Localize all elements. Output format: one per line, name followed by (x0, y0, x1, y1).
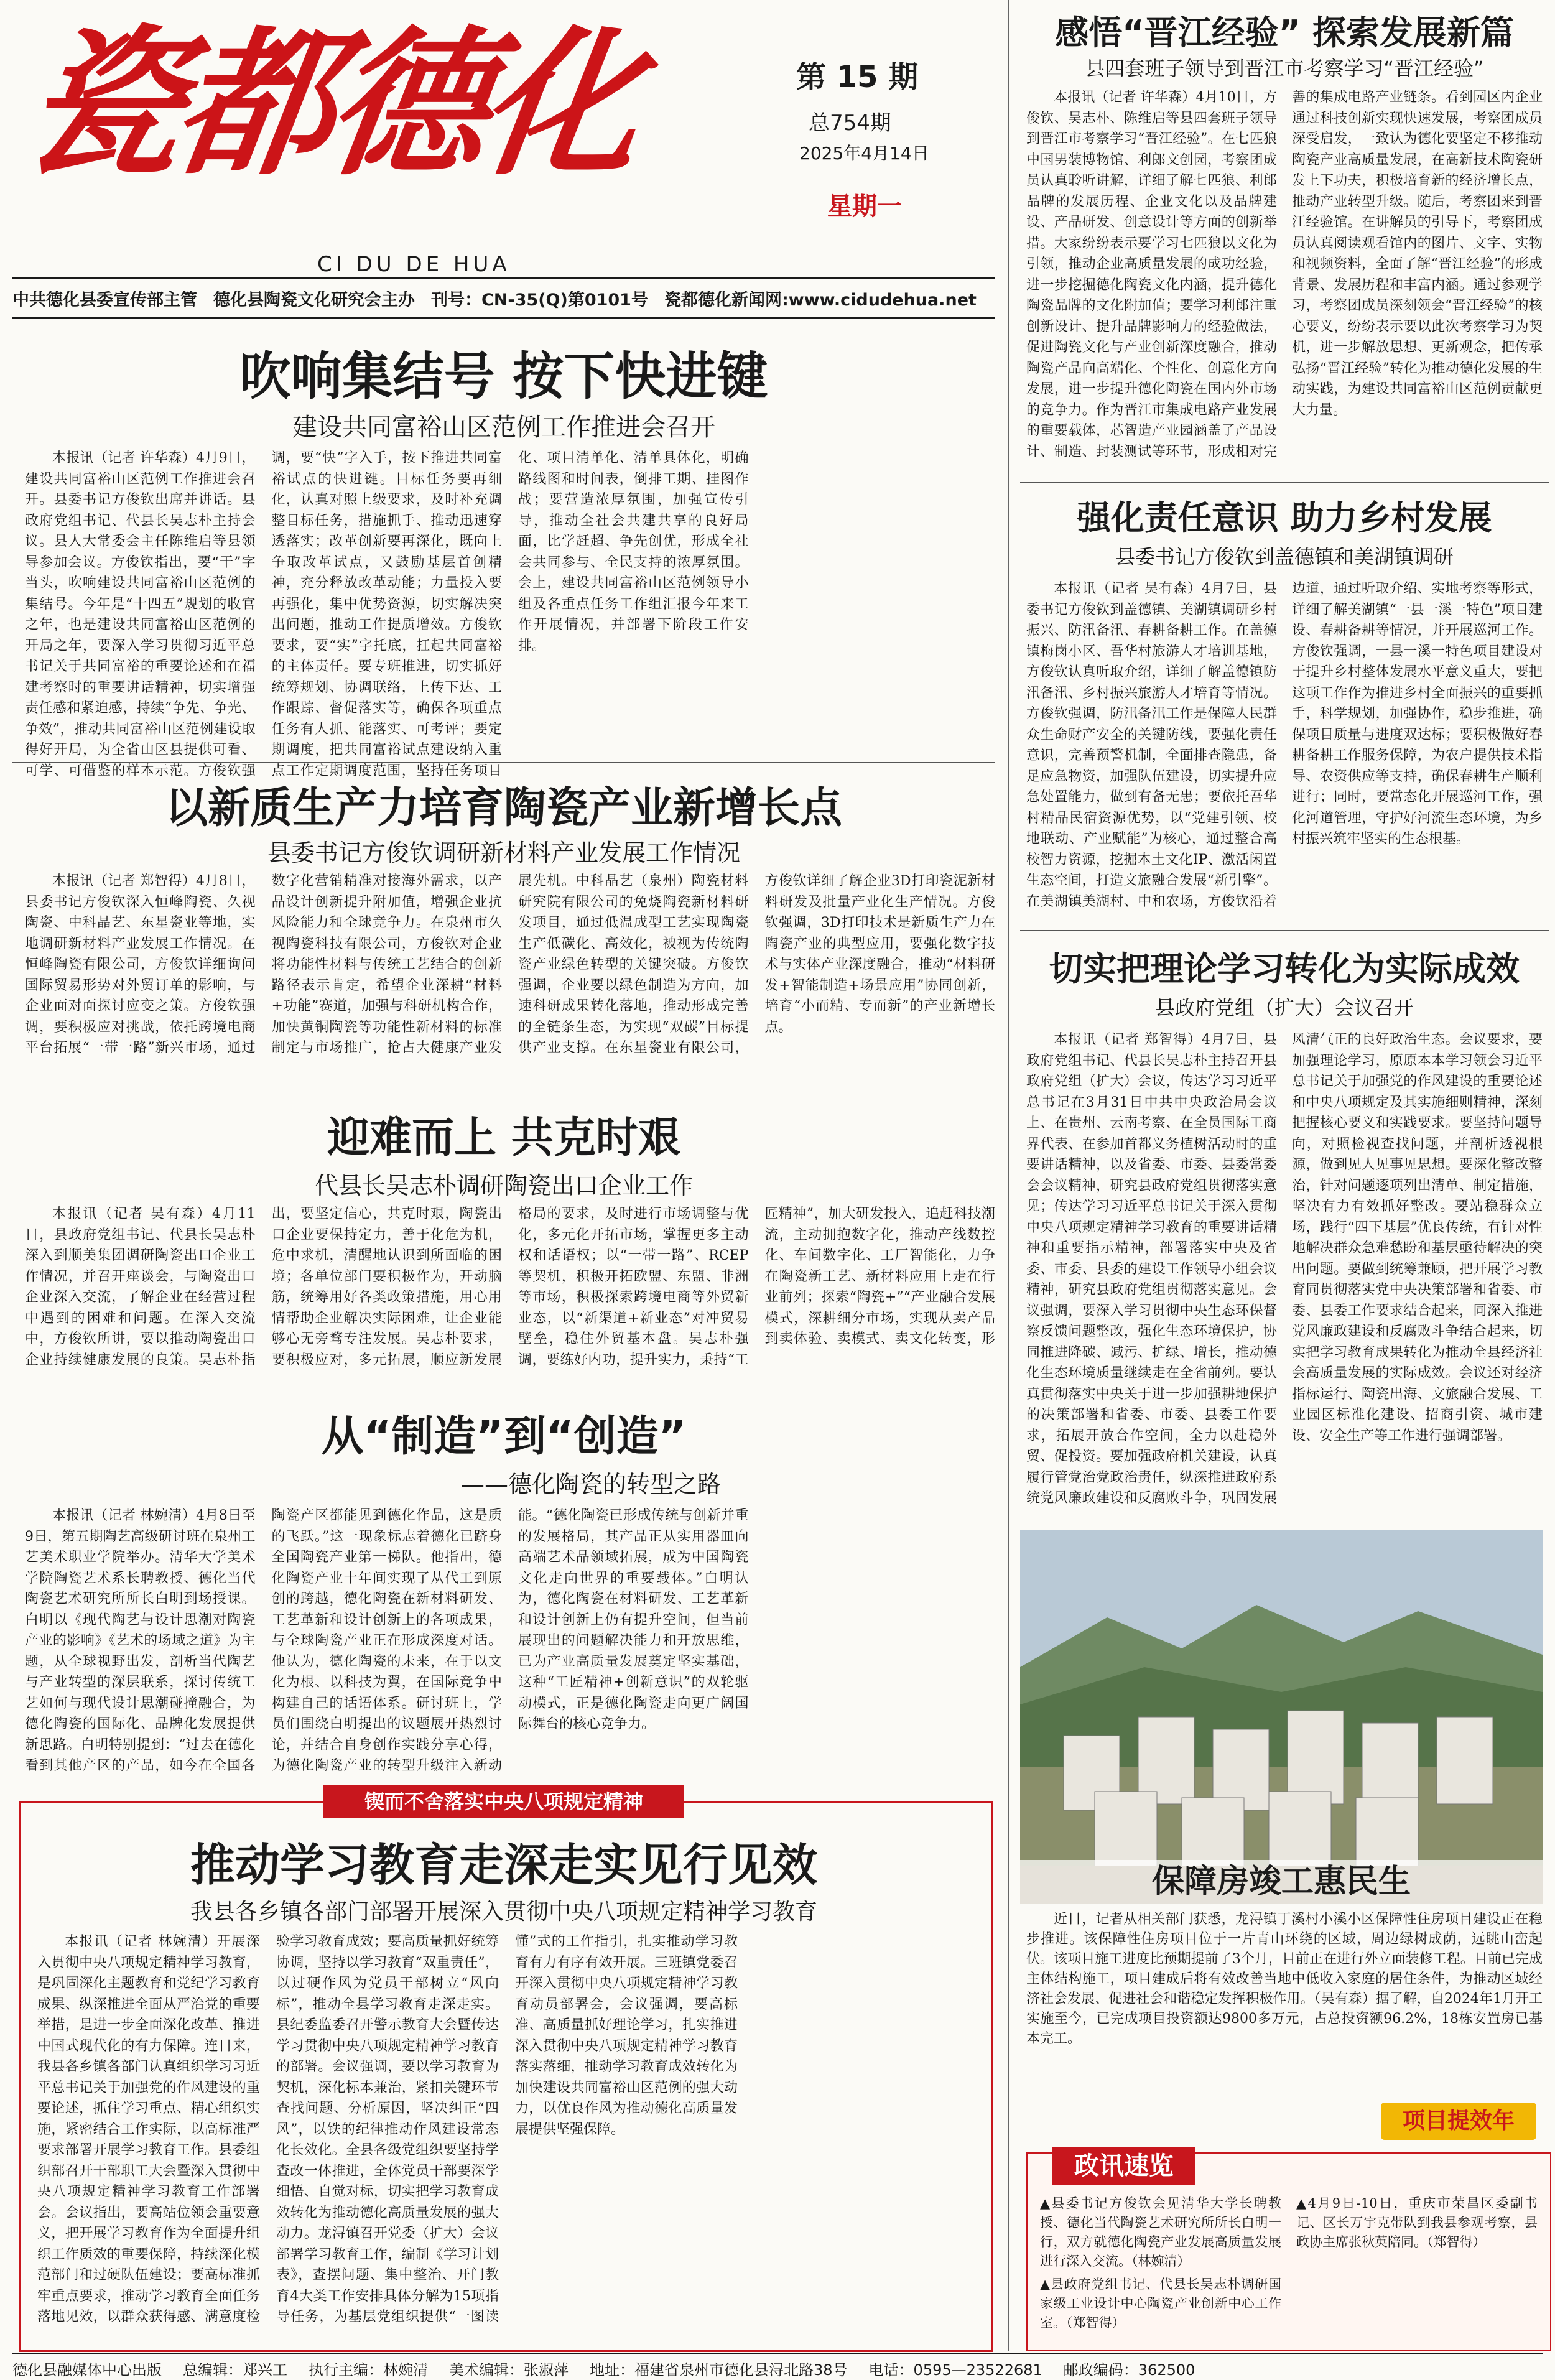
right-2-text: 本报讯（记者 吴有森）4月7日，县委书记方俊钦到盖德镇、美湖镇调研乡村振兴、防汛备汛、春耕备耕工作。在盖德镇梅岗小区、吾华村旅游人才培训基地，方俊钦认真听取介绍，详细了解盖德镇防汛备汛、乡村振兴旅游人才培育等情况。方俊钦强调，防汛备汛工作是保障人民群众生命财产安全的关键防线，要强化责任意识，完善预警机制，全面排查隐患，备足应急物资，加强队伍建设，切实提升应急处置能力，做到有备无患；要依托吾华村精品民宿资源优势，以“党建引领、校地联动、产业赋能”为核心，通过整合高校智力资源，挖掘本土文化IP、激活闲置生态空间，打造文旅融合发展“新引擎”。在美湖镇美湖村、中和农场，方俊钦沿着边道，通过听取介绍、实地考察等形式，详细了解美湖镇“一县一溪一特色”项目建设、春耕备耕等情况，并开展巡河工作。方俊钦强调，一县一溪一特色项目建设对于提升乡村整体发展水平意义重大，要把这项工作作为推进乡村全面振兴的重要抓手，科学规划，加强协作，稳步推进，确保项目质量与进度双达标；要积极做好春耕备耕工作服务保障，为农户提供技术指导、农资供应等支持，确保春耕生产顺利进行；同时，要常态化开展巡河工作，强化河道管理，守护好河流生态环境，为乡村振兴筑牢坚实的生态根基。 (1026, 581, 1543, 909)
article-1-title[interactable]: 吹响集结号 按下快进键 (239, 347, 768, 406)
briefs-title: 政讯速览 (1052, 2147, 1195, 2185)
right-1-title[interactable]: 感悟“晋江经验” 探索发展新篇 (1055, 13, 1514, 52)
right-2-title[interactable]: 强化责任意识 助力乡村发展 (1077, 498, 1492, 537)
masthead-pinyin: CI DU DE HUA (317, 252, 511, 277)
masthead-top-rule (12, 277, 995, 279)
article-1-body (25, 448, 995, 787)
footer-address: 地址：福建省泉州市德化县浔北路38号 (590, 2361, 848, 2379)
article-1-subtitle: 建设共同富裕山区范例工作推进会召开 (292, 413, 715, 442)
info-website[interactable]: 瓷都德化新闻网:www.cidudehua.net (664, 291, 977, 310)
article-1-text: 本报讯（记者 许华森）4月9日，建设共同富裕山区范例工作推进会召开。县委书记方俊钦出席并讲话。县政府党组书记、代县长吴志朴主持会议。县人大常委会主任陈维启等县领导参加会议。方俊钦指出，要“干”字当头，吹响建设共同富裕山区范例的集结号。今年是“十四五”规划的收官之年，也是建设共同富裕山区范例的开局之年，要深入学习贯彻习近平总书记关于共同富裕的重要论述和在福建考察时的重要讲话精神，切实增强责任感和紧迫感，持续“争先、争光、争效”，推动共同富裕山区范例建设取得好开局，为全省山区县提供可看、可学、可借鉴的样本示范。方俊钦强调，要“快”字入手，按下推进共同富裕试点的快进键。目标任务要再细化，认真对照上级要求，及时补充调整目标任务，措施抓手、推动迅速穿透落实；改革创新要再深化，既向上争取改革试点，又鼓励基层首创精神，充分释放改革动能；力量投入要再强化，集中优势资源，切实解决突出问题，推动工作提质增效。方俊钦要求，要“实”字托底，扛起共同富裕的主体责任。要专班推进，切实抓好统筹规划、协调联络，上传下达、工作跟踪、督促落实等，确保各项重点任务有人抓、能落实、可考评；要定期调度，把共同富裕试点建设纳入重点工作定期调度范围，坚持任务项目化、项目清单化、清单具体化，明确路线图和时间表，倒排工期、挂图作战；要营造浓厚氛围，加强宣传引导，推动全社会共建共享的良好局面，比学赶超、争先创优，形成全社会共同参与、全民支持的浓厚氛围。会上，建设共同富裕山区范例领导小组及各重点任务工作组汇报今年来工作开展情况，并部署下阶段工作安排。 (25, 450, 749, 779)
footer-rule (12, 2353, 1543, 2354)
photo-story-text: 近日，记者从相关部门获悉，龙浔镇丁溪村小溪小区保障性住房项目建设正在稳步推进。该保障性住房项目位于一片青山环绕的区域，周边绿树成荫，远眺山峦起伏。该项目施工进度比预期提前了3个月，目前正在进行外立面装修工程。目前已完成主体结构施工，项目建成后将有效改善当地中低收入家庭的居住条件，为推动区域经济社会发展、促进社会和谐稳定发挥积极作用。（吴有森）据了解，自2024年1月开工实施至今，已完成项目投资额达9800多万元，占总投资额96.2%，18栋安置房已基本完工。 (1026, 1912, 1543, 2047)
article-3-text: 本报讯（记者 吴有森）4月11日，县政府党组书记、代县长吴志朴深入到顺美集团调研陶瓷出口企业工作情况，并召开座谈会，与陶瓷出口企业深入交流，了解企业在经营过程中遇到的困难和问题。在深入交流中，方俊钦所讲，要以推动陶瓷出口企业持续健康发展的良策。吴志朴指出，要坚定信心，共克时艰，陶瓷出口企业要保持定力，善于化危为机，危中求机，清醒地认识到所面临的困境；各单位部门要积极作为，开动脑筋，统筹用好各类政策措施，用心用情帮助企业解决实际困难，让企业能够心无旁骛专注发展。吴志朴要求，要积极应对，多元拓展，顺应新发展格局的要求，及时进行市场调整与优化，多元化开拓市场，掌握更多主动权和话语权；以“一带一路”、RCEP等契机，积极开拓欧盟、东盟、非洲等市场，积极探索跨境电商等外贸新业态，以“新渠道+新业态”对冲贸易壁垒，稳住外贸基本盘。吴志朴强调，要练好内功，提升实力，秉持“工匠精神”，加大研发投入，追赶科技潮流，主动拥抱数字化，推动产线数控化、车间数字化、工厂智能化，力争在陶瓷新工艺、新材料应用上走在行业前列；探索“陶瓷+”“产业融合发展模式，深耕细分市场，实现从卖产品到卖体验、卖模式、卖文化转变，形 (25, 1206, 995, 1368)
issue-weekday: 星期一 (827, 192, 902, 221)
info-sponsor: 中共德化县委宣传部主管 (12, 291, 197, 310)
issue-date: 2025年4月14日 (799, 143, 929, 164)
housing-photo-image (1020, 1530, 1543, 1904)
footer-post: 邮政编码：362500 (1063, 2361, 1195, 2379)
article-3-body (25, 1204, 995, 1390)
article-5-text: 本报讯（记者 林婉清）开展深入贯彻中央八项规定精神学习教育，是巩固深化主题教育和党纪学习教育成果、纵深推进全面从严治党的重要举措，是进一步全面深化改革、推进中国式现代化的有力保障。连日来，我县各乡镇各部门认真组织学习习近平总书记关于加强党的作风建设的重要论述，抓住学习重点、精心组织实施，紧密结合工作实际，以高标准严要求部署开展学习教育工作。县委组织部召开干部职工大会暨深入贯彻中央八项规定精神学习教育工作部署会。会议指出，要高站位领会重要意义，把开展学习教育作为全面提升组织工作质效的重要保障，持续深化模范部门和过硬队伍建设；要高标准抓牢重点要求，推动学习教育全面任务落地见效，以群众获得感、满意度检验学习教育成效；要高质量抓好统筹协调，坚持以学习教育“双重责任”，以过硬作风为党员干部树立“风向标”，推动全县学习教育走深走实。县纪委监委召开警示教育大会暨传达学习贯彻中央八项规定精神学习教育的部署。会议强调，要以学习教育为契机，深化标本兼治，紧扣关键环节查找问题、分析原因，坚决纠正“四风”，以铁的纪律推动作风建设常态化长效化。全县各级党组织要坚持学查改一体推进，全体党员干部要深学细悟、自觉对标，切实把学习教育成效转化为推动德化高质量发展的强大动力。龙浔镇召开党委（扩大）会议部署学习教育工作，编制《学习计划表》，查摆问题、集中整治、开门教育4大类工作安排具体分解为15项指导任务，为基层党组织提供“一图读懂”式的工作指引，扎实推动学习教育有力有序有效开展。三班镇党委召开深入贯彻中央八项规定精神学习教育动员部署会，会议强调，要高标准、高质量抓好理论学习，扎实推进深入贯彻中央八项规定精神学习教育落实落细，推动学习教育成效转化为加快建设共同富裕山区范例的强大动力，以优良作风为推动德化高质量发展提供坚强保障。 (37, 1934, 738, 2325)
brief-item: ▲县委书记方俊钦会见清华大学长聘教授、德化当代陶瓷艺术研究所所长白明一行，双方就德化陶瓷产业发展高质量发展进行深入交流。（林婉清） (1040, 2196, 1281, 2269)
right-1-body (1026, 87, 1543, 476)
photo-caption: 保障房竣工惠民生 (1020, 1860, 1543, 1904)
masthead-logo (11, 11, 765, 277)
right-3-text: 本报讯（记者 郑智得）4月7日，县政府党组书记、代县长吴志朴主持召开县政府党组（扩大）会议，传达学习习近平总书记在3月31日中共中央政治局会议上、在贵州、云南考察、在全员国际工商界代表、在参加首都义务植树活动时的重要讲话精神，以及省委、市委、县委常委会会议精神，研究县政府党组贯彻落实意见；传达学习习近平总书记关于深入贯彻中央八项规定精神学习教育的重要讲话精神和重要指示精神，部署落实中央及省委、市委、县委的建设工作领导小组会议精神，研究县政府党组贯彻落实意见。会议强调，要深入学习贯彻中央生态环保督察反馈问题整改，强化生态环境保护，协同推进降碳、减污、扩绿、增长，推动德化生态环境质量继续走在全省前列。要认真贯彻落实中央关于进一步加强耕地保护的决策部署和省委、市委、县委工作要求，拓展开放合作空间，全力以赴稳外贸、促投资。要加强政府机关建设，认真履行管党治党政治责任，纵深推进政府系统党风廉政建设和反腐败斗争，巩固发展风清气正的良好政治生态。会议要求，要加强理论学习，原原本本学习领会习近平总书记关于加强党的作风建设的重要论述和中央八项规定及其实施细则精神，深刻把握核心要义和实践要求。要坚持问题导向，对照检视查找问题，并剖析透视根源，做到见人见事见思想。要深化整改整治，针对问题逐项列出清单、制定措施，坚决有力有效抓好整改。要站稳群众立场，践行“四下基层”优良传统，有针对性地解决群众急难愁盼和基层亟待解决的突出问题。要做到统筹兼顾，把开展学习教育同贯彻落实党中央决策部署和省委、市委、县委工作要求结合起来，同深入推进党风廉政建设和反腐败斗争结合起来，切实把学习教育成果转化为推动全县经济社会高质量发展的实际成效。会议还对经济指标运行、陶瓷出海、文旅融合发展、工业园区标准化建设、招商引资、城市建设、安全生产等工作进行强调部署。 (1026, 1032, 1543, 1506)
footer (12, 2358, 1543, 2379)
right-3-title[interactable]: 切实把理论学习转化为实际成效 (1049, 949, 1520, 988)
article-5-title[interactable]: 推动学习教育走深走实见行见效 (190, 1839, 817, 1891)
briefs-list (1040, 2194, 1538, 2343)
divider (12, 762, 995, 763)
project-badge: 项目提效年 (1381, 2103, 1536, 2140)
article-2-body (25, 871, 995, 1076)
info-license: 刊号：CN-35(Q)第0101号 (431, 291, 648, 310)
article-4-subtitle: ——德化陶瓷的转型之路 (460, 1471, 721, 1498)
divider (1020, 930, 1549, 931)
info-bar (12, 286, 995, 310)
footer-editor: 总编辑：郑兴工 (183, 2361, 287, 2379)
article-3-title[interactable]: 迎难而上 共克时艰 (327, 1113, 680, 1163)
divider (1020, 482, 1549, 483)
housing-photo (1020, 1530, 1543, 1904)
right-1-text: 本报讯（记者 许华森）4月10日，方俊钦、吴志朴、陈维启等县四套班子领导到晋江市考察学习“晋江经验”。在七匹狼中国男装博物馆、利郎文创园，考察团成员认真聆听讲解，详细了解七匹狼、利郎品牌的发展历程、企业文化以及品牌建设、产品研发、创意设计等方面的创新举措。大家纷纷表示要学习七匹狼以文化为引领，推动企业高质量发展的成功经验，进一步挖掘德化陶瓷文化内涵，提升德化陶瓷品牌的文化附加值；要学习利郎注重创新设计、提升品牌影响力的经验做法，促进陶瓷文化与产业创新深度融合，推动陶瓷产品向高端化、个性化、创意化方向发展，进一步提升德化陶瓷在国内外市场的竞争力。作为晋江市集成电路产业发展的重要载体，芯智造产业园涵盖了产品设计、制造、封装测试等环节，形成相对完善的集成电路产业链条。看到园区内企业通过科技创新实现快速发展，考察团成员深受启发，一致认为德化要坚定不移推动陶瓷产业高质量发展，在高新技术陶瓷研发上下功夫，积极培育新的经济增长点，推动产业转型升级。随后，考察团来到晋江经验馆。在讲解员的引导下，考察团成员认真阅读观看馆内的图片、文字、实物和视频资料，全面了解“晋江经验”的形成背景、发展历程和丰富内涵。通过参观学习，考察团成员深刻领会“晋江经验”的核心要义，纷纷表示要以此次考察学习为契机，进一步解放思想、更新观念，把传承弘扬“晋江经验”转化为推动德化发展的生动实践，为建设共同富裕山区范例贡献更大力量。 (1026, 90, 1543, 460)
footer-phone: 电话：0595—23522681 (868, 2361, 1042, 2379)
article-4-text: 本报讯（记者 林婉清）4月8日至9日，第五期陶艺高级研讨班在泉州工艺美术职业学院举办。清华大学美术学院陶瓷艺术系长聘教授、德化当代陶瓷艺术研究所所长白明到场授课。白明以《现代陶艺与设计思潮对陶瓷产业的影响》《艺术的场域之道》为主题，从全球视野出发，剖析当代陶艺与产业转型的深层联系，探讨传统工艺如何与现代设计思潮碰撞融合，为德化陶瓷的国际化、品牌化发展提供新思路。白明特别提到：“过去在德化看到其他产区的产品，如今在全国各陶瓷产区都能见到德化作品，这是质的飞跃。”这一现象标志着德化已跻身全国陶瓷产业第一梯队。他指出，德化陶瓷产业十年间实现了从代工到原创的跨越，德化陶瓷在新材料研发、工艺革新和设计创新上的各项成果，与全球陶瓷产业正在形成深度对话。他认为，德化陶瓷的未来，在于以文化为根、以科技为翼，在国际竞争中构建自己的话语体系。研讨班上，学员们围绕白明提出的议题展开热烈讨论，并结合自身创作实践分享心得，为德化陶瓷产业的转型升级注入新动能。“德化陶瓷已形成传统与创新并重的发展格局，其产品正从实用器皿向高端艺术品领域拓展，成为中国陶瓷文化走向世界的重要载体。”白明认为，德化陶瓷在材料研发、工艺革新和设计创新上仍有提升空间，但当前展现出的问题解决能力和开放思维，已为产业高质量发展奠定坚实基础，这种“工匠精神+创新意识”的双轮驱动模式，正是德化陶瓷走向更广阔国际舞台的核心竞争力。 (25, 1508, 749, 1773)
right-3-subtitle: 县政府党组（扩大）会议召开 (1154, 996, 1414, 1020)
right-2-body (1026, 579, 1543, 924)
article-5-body (37, 1931, 977, 2339)
article-2-title[interactable]: 以新质生产力培育陶瓷产业新增长点 (165, 784, 842, 833)
article-5-kicker: 锲而不舍落实中央八项规定精神 (323, 1785, 684, 1818)
article-2-text: 本报讯（记者 郑智得）4月8日，县委书记方俊钦深入恒峰陶瓷、久视陶瓷、中科晶艺、东星瓷业等地，实地调研新材料产业发展工作情况。在恒峰陶瓷有限公司，方俊钦详细询问国际贸易形势对外贸订单的影响，与企业面对面探讨应变之策。方俊钦强调，要积极应对挑战，依托跨境电商平台拓展“一带一路”新兴市场，通过数字化营销精准对接海外需求，以产品设计创新提升附加值，增强企业抗风险能力和全球竞争力。在泉州市久视陶瓷科技有限公司，方俊钦对企业将功能性材料与传统工艺结合的创新路径表示肯定，希望企业深耕“材料+功能”赛道，加强与科研机构合作，加快黄铜陶瓷等功能性新材料的标准制定与市场推广，抢占大健康产业发展先机。中科晶艺（泉州）陶瓷材料研究院有限公司的免烧陶瓷新材料研发项目，通过低温成型工艺实现陶瓷生产低碳化、高效化，被视为传统陶瓷产业绿色转型的关键突破。方俊钦强调，企业要以绿色制造为方向，加速科研成果转化落地，推动形成完善的全链条生态，为实现“双碳”目标提供产业支撑。在东星瓷业有限公司，方俊钦详细了解企业3D打印瓷泥新材料研发及批量产业化生产情况。方俊钦强调，3D打印技术是新质生产力在陶瓷产业的典型应用，要强化数字技术与实体产业深度融合，推动“材料研发+智能制造+场景应用”协同创新，培育“小而精、专而新”的产业新增长点。 (25, 873, 995, 1056)
right-2-subtitle: 县委书记方俊钦到盖德镇和美湖镇调研 (1115, 545, 1454, 569)
brief-item: ▲4月9日-10日，重庆市荣昌区委副书记、区长万宇克带队到我县参观考察，县政协主席张秋英陪同。（郑智得） (1296, 2196, 1538, 2249)
article-3-subtitle: 代县长吴志朴调研陶瓷出口企业工作 (314, 1172, 693, 1199)
article-4-title[interactable]: 从“制造”到“创造” (321, 1412, 687, 1461)
article-4-body (25, 1505, 995, 1779)
photo-story-body (1026, 1910, 1543, 2109)
right-3-body (1026, 1030, 1543, 1521)
briefs-box (1026, 2152, 1551, 2351)
footer-exec: 执行主编：林婉清 (309, 2361, 428, 2379)
footer-org: 德化县融媒体中心出版 (12, 2361, 162, 2379)
article-2-subtitle: 县委书记方俊钦调研新材料产业发展工作情况 (267, 839, 740, 867)
footer-design: 美术编辑：张淑萍 (449, 2361, 569, 2379)
column-divider (1008, 0, 1009, 2351)
right-1-subtitle: 县四套班子领导到晋江市考察学习“晋江经验” (1085, 57, 1484, 80)
logo-text: 瓷都德化 (11, 11, 648, 197)
info-host: 德化县陶瓷文化研究会主办 (213, 291, 415, 310)
masthead-bottom-rule (12, 317, 995, 319)
article-5-subtitle: 我县各乡镇各部门部署开展深入贯彻中央八项规定精神学习教育 (190, 1899, 817, 1925)
brief-item: ▲县政府党组书记、代县长吴志朴调研国家级工业设计中心陶瓷产业创新中心工作室。（郑智得） (1040, 2277, 1281, 2330)
issue-total: 总754期 (809, 111, 891, 136)
issue-number: 第 15 期 (796, 60, 919, 95)
